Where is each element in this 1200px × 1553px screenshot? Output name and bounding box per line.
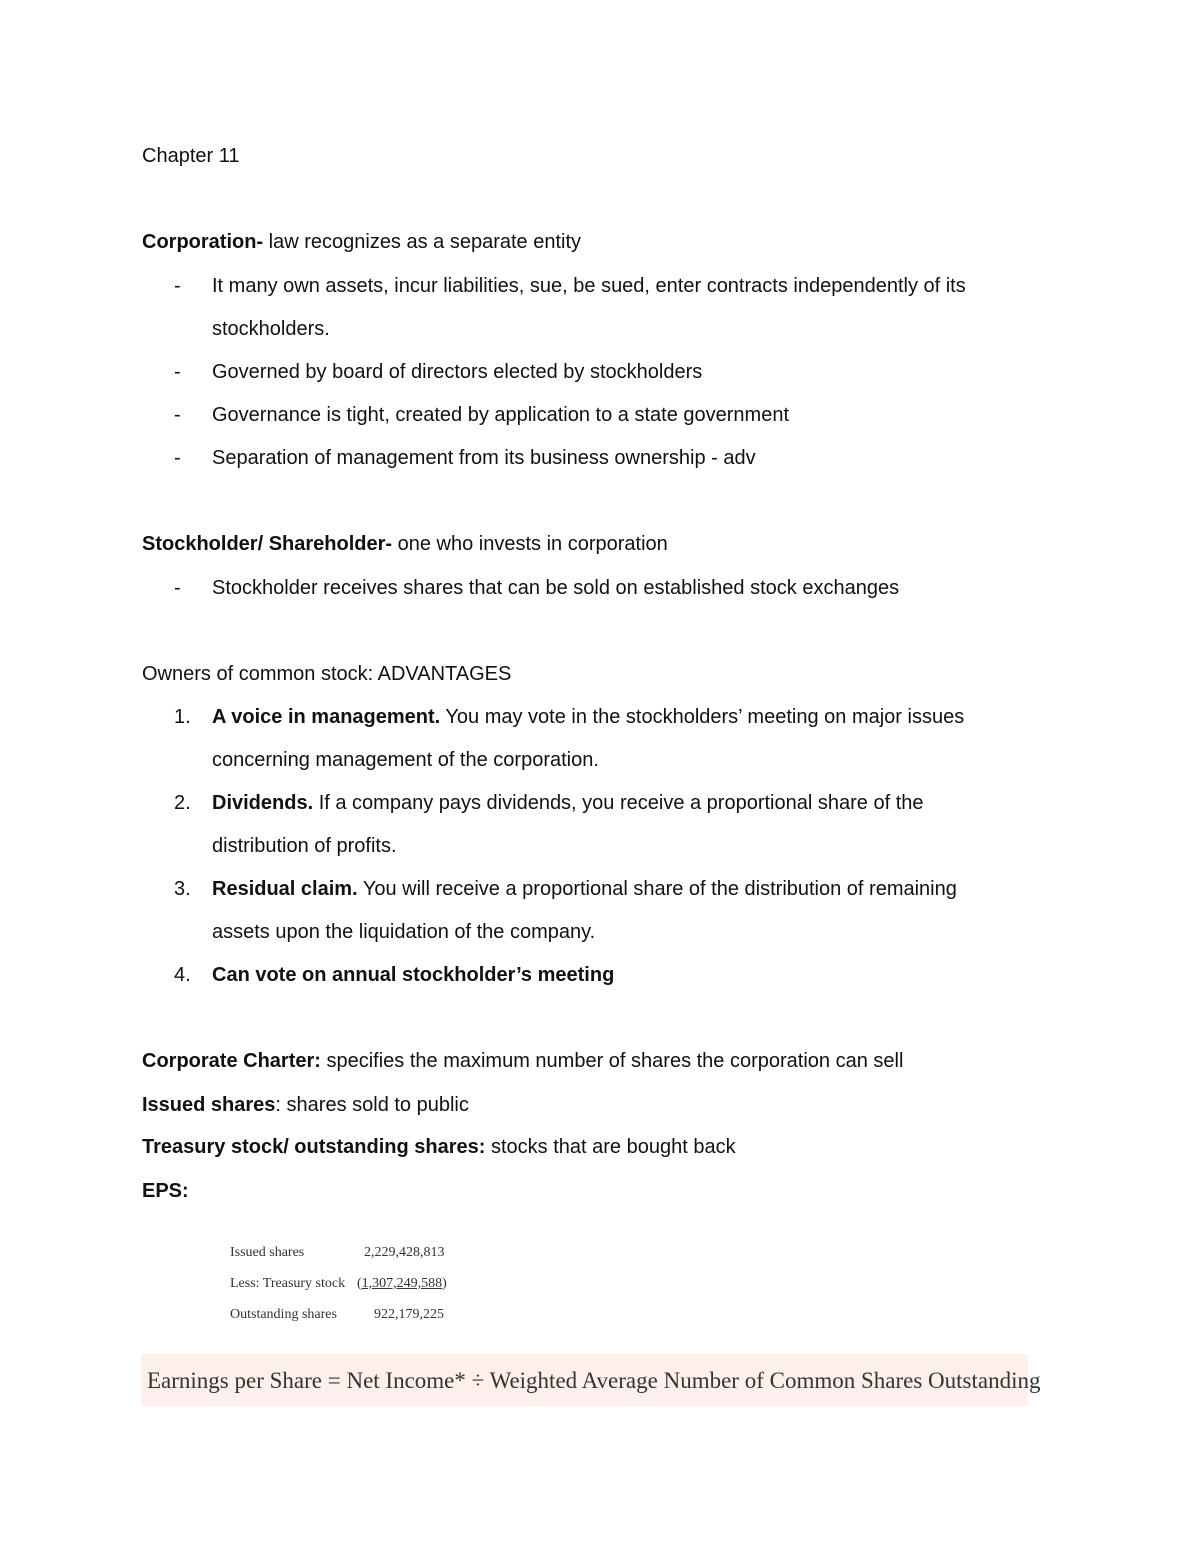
definition-treasury-stock (142, 1135, 736, 1159)
advantage-item-2-title: Dividends. (212, 792, 314, 814)
corporation-term: Corporation- (142, 231, 264, 253)
corporation-bullet-2: Governed by board of directors elected by stockholders (212, 361, 703, 383)
stockholder-definition (142, 532, 668, 556)
list-number: 3. (174, 878, 191, 900)
value-suffix: ) (442, 1276, 447, 1291)
bullet-dash: - (174, 275, 181, 297)
definition-term: EPS: (142, 1180, 189, 1202)
bullet-dash: - (174, 577, 181, 599)
value-number: 2,229,428,813 (364, 1245, 445, 1260)
advantage-item-1-text: You may vote in the stockholders’ meeting on major issues (440, 706, 965, 728)
advantage-item-2 (212, 791, 924, 815)
corporation-definition (142, 230, 581, 254)
bullet-dash: - (174, 361, 181, 383)
stockholder-definition-text: one who invests in corporation (392, 533, 668, 555)
advantage-item-3-continued: assets upon the liquidation of the company. (212, 921, 596, 943)
definition-corporate-charter (142, 1049, 903, 1073)
definition-text: stocks that are bought back (485, 1136, 736, 1158)
corporation-bullet-1-continued: stockholders. (212, 318, 330, 340)
advantage-item-2-continued: distribution of profits. (212, 835, 397, 857)
definition-term: Treasury stock/ outstanding shares: (142, 1136, 486, 1158)
table-row-label: Outstanding shares (230, 1307, 337, 1322)
stockholder-bullet-1: Stockholder receives shares that can be sold on established stock exchanges (212, 577, 900, 599)
advantage-item-2-text: If a company pays dividends, you receive a proportional share of the (313, 792, 924, 814)
table-row-label: Less: Treasury stock (230, 1276, 346, 1291)
advantage-item-1-title: A voice in management. (212, 706, 441, 728)
table-row-value (374, 1307, 444, 1323)
value-number: 1,307,249,588 (361, 1276, 443, 1291)
definition-term: Corporate Charter: (142, 1050, 321, 1072)
definition-term: Issued shares (142, 1094, 276, 1116)
definition-eps (142, 1179, 189, 1203)
bullet-dash: - (174, 447, 181, 469)
bullet-dash: - (174, 404, 181, 426)
advantage-item-3-text: You will receive a proportional share of the distribution of remaining (357, 878, 957, 900)
advantage-item-3-title: Residual claim. (212, 878, 358, 900)
value-number: 922,179,225 (374, 1307, 444, 1322)
corporation-bullet-1: It many own assets, incur liabilities, sue, be sued, enter contracts independently of its (212, 275, 966, 297)
corporation-bullet-3: Governance is tight, created by application to a state government (212, 404, 790, 426)
advantage-item-4-title: Can vote on annual stockholder’s meeting (212, 964, 615, 986)
definition-issued-shares (142, 1093, 469, 1117)
advantage-item-1 (212, 705, 964, 729)
eps-formula-banner (141, 1354, 1041, 1406)
list-number: 4. (174, 964, 191, 986)
advantage-item-3 (212, 877, 957, 901)
advantages-heading: Owners of common stock: ADVANTAGES (142, 663, 512, 685)
advantage-item-1-continued: concerning management of the corporation. (212, 749, 599, 771)
list-number: 2. (174, 792, 191, 814)
definition-text: specifies the maximum number of shares the corporation can sell (320, 1050, 904, 1072)
value-prefix: ( (357, 1276, 362, 1291)
advantage-item-4 (212, 963, 614, 987)
eps-formula: Earnings per Share = Net Income* ÷ Weighted Average Number of Common Shares Outstanding (147, 1368, 1041, 1393)
list-number: 1. (174, 706, 191, 728)
stockholder-term: Stockholder/ Shareholder- (142, 533, 393, 555)
definition-text: : shares sold to public (275, 1094, 469, 1116)
chapter-title: Chapter 11 (142, 145, 240, 167)
corporation-bullet-4: Separation of management from its business ownership - adv (212, 447, 756, 469)
table-row-value (364, 1245, 445, 1261)
corporation-definition-text: law recognizes as a separate entity (263, 231, 582, 253)
table-row-value (357, 1276, 447, 1292)
table-row-label: Issued shares (230, 1245, 305, 1260)
